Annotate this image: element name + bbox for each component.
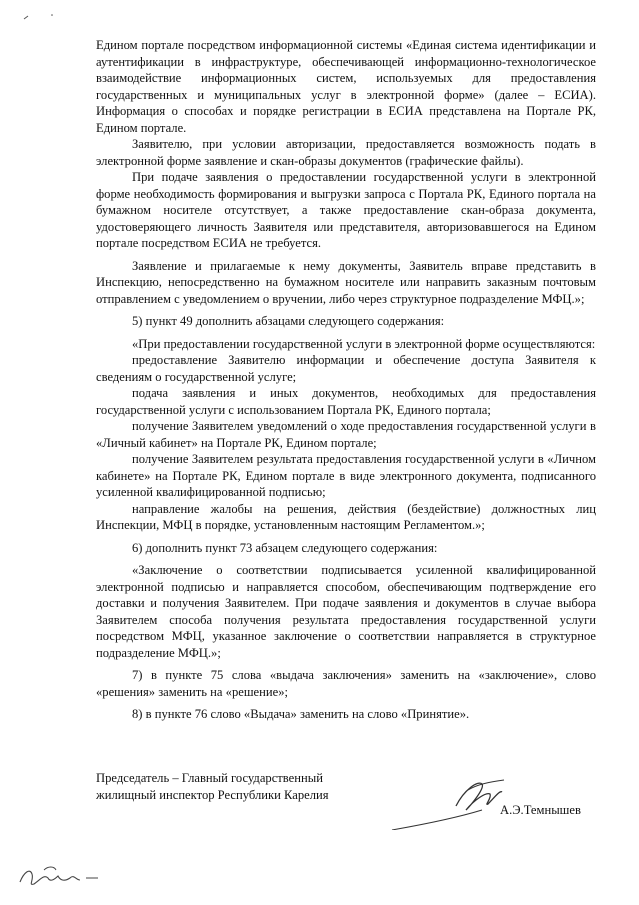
- signatory-title: [96, 770, 396, 803]
- handwritten-signature-icon: [386, 770, 506, 830]
- paragraph: 8) в пункте 76 слово «Выдача» заменить на слово «Принятие».: [132, 707, 470, 721]
- paragraph: получение Заявителем результата предоставления государственной услуги в «Личном кабинете» на Портале РК, Едином портале в виде электронного документа, подписанного усиленной квалифицированной подписью;: [96, 452, 596, 499]
- signatory-title-line-2: жилищный инспектор Республики Карелия: [96, 787, 329, 802]
- document-body: [96, 37, 596, 723]
- paragraph: 6) дополнить пункт 73 абзацем следующего содержания:: [132, 540, 438, 555]
- paragraph: При подаче заявления о предоставлении государственной услуги в электронной форме необходимость формирования и выгрузки запроса с Портала РК, Единого портала на бумажном носителе отсутствует, а также предоставление скан-образа документа, удостоверяющего личность Заявителя или представителя, авторизовавшегося на Едином портале посредством ЕСИА не требуется.: [96, 170, 596, 250]
- handwritten-initials-icon: [14, 862, 154, 892]
- signatory-name: А.Э.Темнышев: [500, 803, 581, 817]
- paragraph: направление жалобы на решения, действия (бездействие) должностных лиц Инспекции, МФЦ в порядке, установленным настоящим Регламентом.»;: [96, 501, 596, 532]
- signatory-title-line-1: Председатель – Главный государственный: [96, 771, 323, 785]
- paragraph: подача заявления и иных документов, необходимых для предоставления государственной услуги с использованием Портала РК, Единого портала;: [96, 386, 596, 417]
- paragraph: Едином портале посредством информационной системы «Единая система идентификации и аутентификации в инфраструктуре, обеспечивающей информационно-технологическое взаимодействие информационных систем, используемых для предоставления государственных и муниципальных услуг в электронной форме» (далее – ЕСИА). Информация о способах и порядке регистрации в ЕСИА представлена на Портале РК, Едином портале.: [96, 38, 596, 135]
- paragraph: «Заключение о соответствии подписывается усиленной квалифицированной электронной подписью и направляется способом, обеспечивающим подтверждение его доставки и получения Заявителем. При подаче заявления и документов в случае выбора Заявителем способа получения результата предоставления государственной услуги посредством МФЦ, указанное заключение о соответствии направляется в структурное подразделение МФЦ.»;: [96, 563, 596, 660]
- paragraph: «При предоставлении государственной услуги в электронной форме осуществляются:: [132, 336, 596, 351]
- scan-mark-icon: [22, 12, 62, 22]
- paragraph: 5) пункт 49 дополнить абзацами следующего содержания:: [132, 314, 445, 328]
- paragraph: получение Заявителем уведомлений о ходе предоставления государственной услуги в «Личный кабинет» на Портале РК, Едином портале;: [96, 419, 596, 450]
- paragraph: Заявление и прилагаемые к нему документы, Заявитель вправе представить в Инспекцию, непосредственно на бумажном носителе или направить заказным почтовым отправлением с уведомлением о вручении, либо через структурное подразделение МФЦ.»;: [96, 258, 596, 306]
- signature-block: [96, 770, 596, 830]
- paragraph: 7) в пункте 75 слова «выдача заключения» заменить на «заключение», слово «решения» заменить на «решение»;: [96, 668, 596, 699]
- paragraph: предоставление Заявителю информации и обеспечение доступа Заявителя к сведениям о государственной услуге;: [96, 353, 596, 384]
- paragraph: Заявителю, при условии авторизации, предоставляется возможность подать в электронной форме заявление и скан-образы документов (графические файлы).: [96, 137, 596, 168]
